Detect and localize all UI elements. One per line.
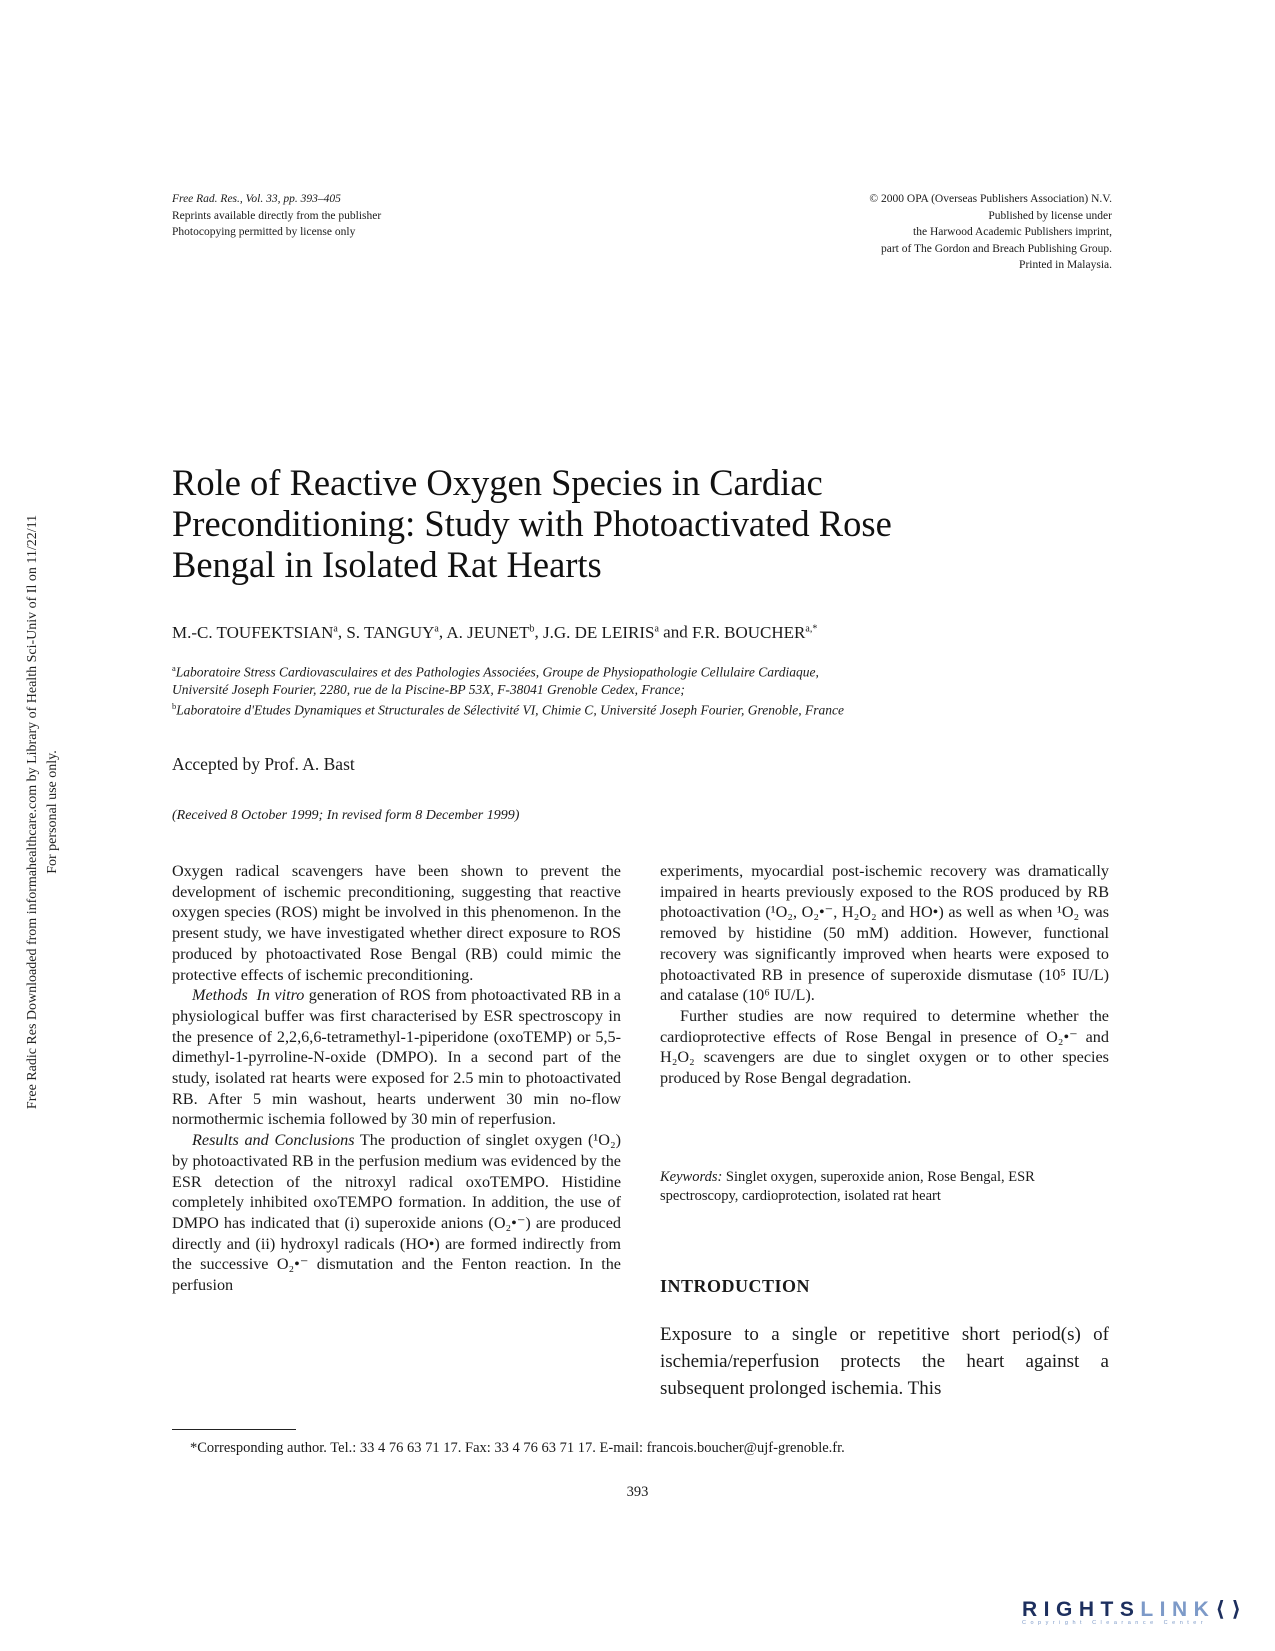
logo-subtitle: Copyright Clearance Center [1022,1620,1208,1626]
watermark-line: For personal use only. [45,750,60,874]
copyright-line: © 2000 OPA (Overseas Publishers Association) N.V. [869,193,1112,205]
logo-arrows-icon: ⟨⟩ [1215,1598,1248,1621]
author-connector: and [663,622,688,642]
journal-citation [172,191,592,241]
keywords: Keywords: Singlet oxygen, superoxide anion, Rose Bengal, ESR spectroscopy, cardioprotection, isolated rat heart [660,1169,1035,1204]
abstract-paragraph: Further studies are now required to determine whether the cardioprotective effects of Rose Bengal in presence of O₂•⁻ and H₂O₂ scavengers are due to singlet oxygen or to other species produced by Rose Bengal degradation. [660,1006,1109,1088]
copyright-line: Printed in Malaysia. [1019,259,1112,271]
author: A. JEUNET$^b$ [446,622,535,642]
author-list: M.-C. TOUFEKTSIAN$^a$, S. TANGUY$^a$, A. JEUNET$^b$, J.G. DE LEIRIS$^a$ and F.R. $BOUCHER^{a,*}$ [172,622,818,642]
title-line: Role of Reactive Oxygen Species in Cardiac [172,462,823,503]
copyright-line: part of The Gordon and Breach Publishing Group. [880,242,1112,255]
citation-line: Reprints available directly from the publisher [172,209,382,222]
section-heading: INTRODUCTION [660,1276,811,1296]
accepted-by: Accepted by Prof. A. Bast [172,754,355,774]
copyright-notice [760,191,1112,274]
title-line: Bengal in Isolated Rat Hearts [172,544,602,585]
citation-line: Free Rad. Res., Vol. 33, pp. 393–405 [172,193,341,205]
affiliations [172,660,1132,718]
affiliation-a: $^a$Laboratoire Stress Cardiovasculaires et des Pathologies Associées, Groupe de Physiopathologie Cellulaire Cardiaque, [172,663,819,680]
abstract-results: Results and Conclusions The production of singlet oxygen (¹O₂) by photoactivated RB in the perfusion medium was evidenced by the ESR detection of the nitroxyl radical oxoTEMPO. Histidine completely inhibited oxoTEMPO formation. In addition, the use of DMPO has indicated that (i) superoxide anions (O₂•⁻) are produced directly and (ii) hydroxyl radicals (HO•) are formed indirectly from the successive O₂•⁻ dismutation and the Fenton reaction. In the perfusion [172,1131,621,1295]
paper-title [172,462,1132,585]
author: F.R. $BOUCHER^{a,*}$ [691,622,818,642]
author: M.-C. TOUFEKTSIAN$^a$ [172,622,338,642]
citation-line: Photocopying permitted by license only [172,226,356,238]
abstract-left-column [172,861,621,1296]
affiliation-a-cont: Université Joseph Fourier, 2280, rue de la Piscine-BP 53X, F-38041 Grenoble Cedex, France; [172,681,685,697]
download-watermark [23,492,73,1132]
rightslink-logo[interactable] [1022,1597,1257,1641]
watermark-line: Free Radic Res Downloaded from informahealthcare.com by Library of Health Sci-Univ of Il on 11/22/11 [25,514,40,1110]
introduction-text: Exposure to a single or repetitive short period(s) of ischemia/reperfusion protects the heart against a subsequent prolonged ischemia. This [660,1324,1109,1399]
affiliation-b: $^b$Laboratoire d'Etudes Dynamiques et Structurales de Sélectivité VI, Chimie C, Université Joseph Fourier, Grenoble, France [172,700,845,717]
copyright-line: Published by license under [988,209,1112,222]
author: S. TANGUY$^a$ [346,622,439,642]
copyright-line: the Harwood Academic Publishers imprint, [913,226,1112,238]
logo-wordmark: RIGHTSLINK⟨⟩ [1022,1598,1248,1621]
abstract-methods: Methods In vitro generation of ROS from photoactivated RB in a physiological buffer was first characterised by ESR spectroscopy in the presence of 2,2,6,6-tetramethyl-1-piperidone (oxoTEMP) or 5,5-dimethyl-1-pyrroline-N-oxide (DMPO). In a second part of the study, isolated rat hearts were exposed for 2.5 min to photoactivated RB. After 5 min washout, hearts underwent 30 min no-flow normothermic ischemia followed by 30 min of reperfusion. [172,986,621,1129]
received-dates: (Received 8 October 1999; In revised form 8 December 1999) [172,808,520,823]
abstract-paragraph: Oxygen radical scavengers have been shown to prevent the development of ischemic preconditioning, suggesting that reactive oxygen species (ROS) might be involved in this phenomenon. In the present study, we have investigated whether direct exposure to ROS produced by photoactivated Rose Bengal (RB) could mimic the protective effects of ischemic preconditioning. [172,862,621,984]
corresponding-author-footnote: *Corresponding author. Tel.: 33 4 76 63 71 17. Fax: 33 4 76 63 71 17. E-mail: francois.boucher@ujf-grenoble.fr. [190,1440,845,1456]
abstract-right-column [660,861,1109,1089]
author: J.G. DE LEIRIS$^a$ [543,622,659,642]
title-line: Preconditioning: Study with Photoactivated Rose [172,503,892,544]
footnote-rule [172,1429,296,1430]
abstract-paragraph: experiments, myocardial post-ischemic recovery was dramatically impaired in hearts previously exposed to the ROS produced by RB photoactivation (¹O₂, O₂•⁻, H₂O₂ and HO•) as well as when ¹O₂ was removed by histidine (50 mM) addition. However, functional recovery was significantly improved when hearts were exposed to photoactivated RB in presence of superoxide dismutase (10⁵ IU/L) and catalase (10⁶ IU/L). [660,862,1109,1005]
page-number: 393 [626,1484,649,1500]
